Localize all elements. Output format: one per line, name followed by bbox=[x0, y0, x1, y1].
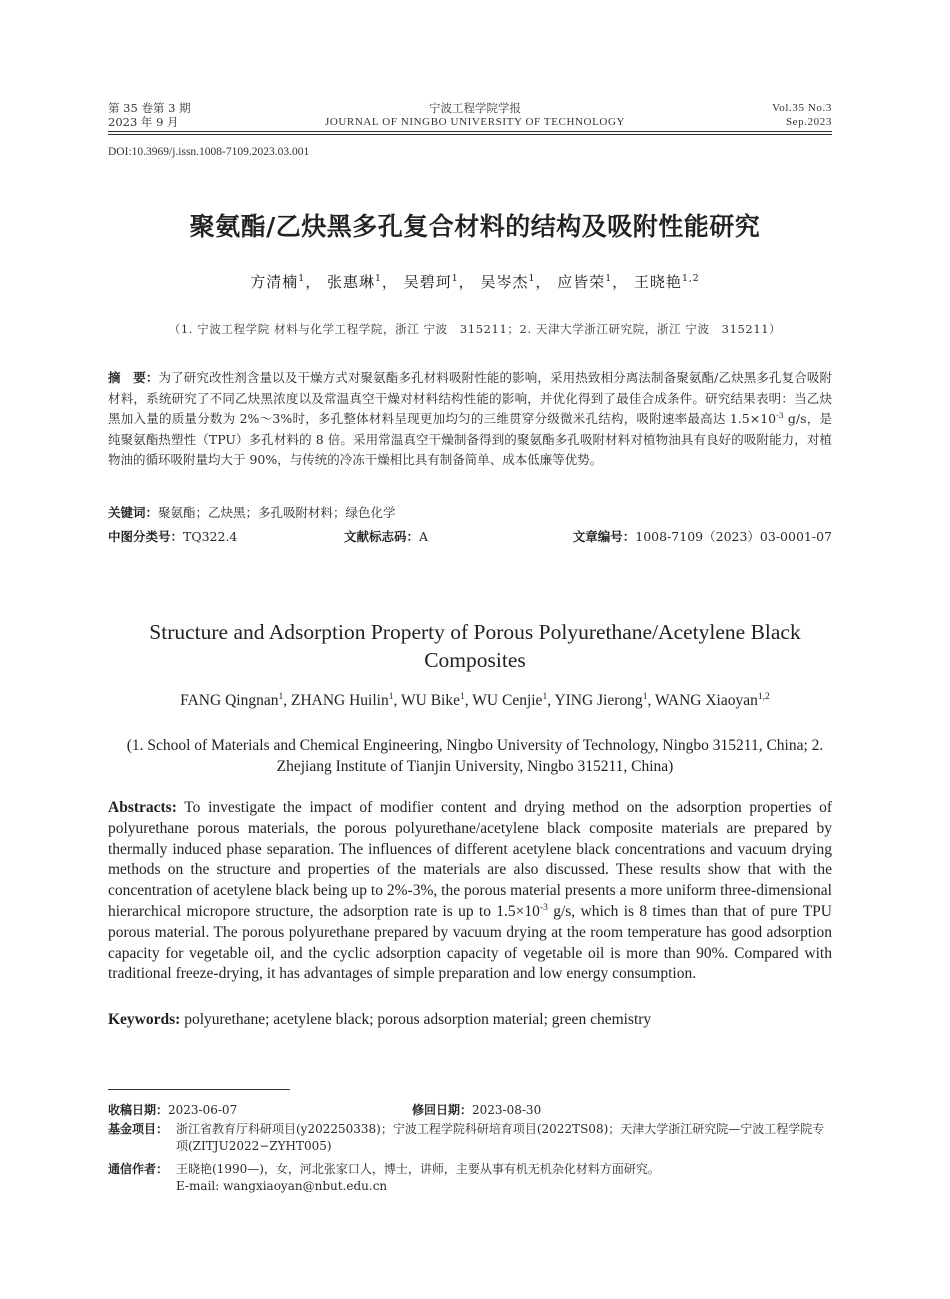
abstract-cn: 摘 要：为了研究改性剂含量以及干燥方式对聚氨酯多孔材料吸附性能的影响，采用热致相分离法制备聚氨酯/乙炔黑多孔复合吸附材料，系统研究了不同乙炔黑浓度以及常温真空干燥对材料结构性能的影响，并优化得到了最佳合成条件。研究结果表明：当乙炔黑加入量的质量分数为 2%～3%时，多孔整体材料呈现更加均匀的三维贯穿分级微米孔结构，吸附速率最高达 $1.5\times 10^{-3}$ g/s，是纯聚氨酯热塑性（TPU）多孔材料的 8 倍。采用常温真空干燥制备得到的聚氨酯多孔吸附材料对植物油具有良好的吸附能力，对植物油的循环吸附量均大于 90%，与传统的冷冻干燥相比具有制备简单、成本低廉等优势。 bbox=[108, 370, 832, 467]
date-en: Sep.2023 bbox=[785, 116, 832, 128]
article-title-cn: 聚氨酯/乙炔黑多孔复合材料的结构及吸附性能研究 bbox=[189, 212, 761, 241]
affiliation-en: (1. School of Materials and Chemical Engineering, Ningbo University of Technology, Ningbo 315211, China; 2. Zhejiang Institute of Tianjin University, Ningbo 315211, China) bbox=[126, 737, 824, 775]
author-en: ZHANG Huilin$^1$, bbox=[291, 690, 402, 709]
author-en: WU Bike$^1$, bbox=[401, 690, 473, 709]
document-code: 文献标志码：A bbox=[344, 529, 429, 544]
article-number: 文章编号：1008-7109（2023）03-0001-07 bbox=[572, 529, 832, 544]
corresponding-author-note: 通信作者： 王晓艳(1990—)，女，河北张家口人，博士，讲师，主要从事有机无机杂化材料方面研究。 E-mail: wangxiaoyan@nbut.edu.cn bbox=[108, 1161, 832, 1178]
received-date: 收稿日期：2023-06-07 bbox=[108, 1103, 238, 1117]
running-header-left bbox=[108, 101, 191, 129]
abstract-en-text: To investigate the impact of modifier content and drying method on the adsorption properties of polyurethane porous materials, the porous polyurethane/acetylene black composite materials are prepared by thermally induced phase separation. The influences of different acetylene black concentrations and vacuum drying methods on the structure and properties of the materials are also discussed. These results show that with the concentration of acetylene black being up to 2%-3%, the porous material presents a more uniform three-dimensional hierarchical micropore structure, the adsorption rate is up to 1.5×10 bbox=[108, 799, 832, 920]
clc-number: 中图分类号：TQ322.4 bbox=[108, 529, 238, 544]
author-list-cn bbox=[60, 271, 890, 292]
author-en: WU Cenjie$^1$, bbox=[472, 690, 555, 709]
journal-name-en: JOURNAL OF NINGBO UNIVERSITY OF TECHNOLOGY bbox=[324, 116, 626, 128]
abstract-en-label: Abstracts: bbox=[108, 799, 177, 816]
keywords-cn bbox=[108, 503, 396, 521]
volume-issue-cn: 第 35 卷第 3 期 bbox=[108, 101, 191, 115]
corresponding-author-text: 王晓艳(1990—)，女，河北张家口人，博士，讲师，主要从事有机无机杂化材料方面研究。 bbox=[176, 1162, 660, 1176]
volume-issue-en: Vol.35 No.3 bbox=[772, 102, 832, 114]
author-cn: 吴碧珂$^1$， bbox=[403, 273, 475, 291]
abstract-cn-label: 摘 要： bbox=[108, 370, 159, 385]
author-cn: 吴岑杰$^1$， bbox=[480, 273, 552, 291]
header-rule bbox=[108, 131, 832, 132]
keywords-cn-text: 聚氨酯；乙炔黑；多孔吸附材料；绿色化学 bbox=[158, 505, 396, 520]
keywords-cn-label: 关键词： bbox=[108, 505, 159, 520]
funding-text: 浙江省教育厅科研项目(y202250338)；宁波工程学院科研培育项目(2022TS08)；天津大学浙江研究院—宁波工程学院专项(ZITJU2022−ZYHT005) bbox=[176, 1122, 825, 1153]
running-header-right bbox=[772, 101, 832, 129]
author-cn: 方清楠$^1$， bbox=[250, 273, 322, 291]
author-en: WANG Xiaoyan$^{1,2}$ bbox=[654, 690, 770, 709]
abstract-en: Abstracts: To investigate the impact of modifier content and drying method on the adsorption properties of polyurethane porous materials, the porous polyurethane/acetylene black composite materials are prepared by thermally induced phase separation. The influences of different acetylene black concentrations and vacuum drying methods on the structure and properties of the materials are also discussed. These results show that with the concentration of acetylene black being up to 2%-3%, the porous material presents a more uniform three-dimensional hierarchical micropore structure, the adsorption rate is up to $1.5\times 10^{-3}$ g/s, which is 8 times than that of pure TPU porous material. The porous polyurethane prepared by vacuum drying at the room temperature has good adsorption capacity for vegetable oil, and the cyclic adsorption capacity of vegetable oil is more than 90%. Compared with traditional freeze-drying, it has advantages of simple preparation and low energy consumption. bbox=[108, 799, 832, 983]
corresponding-author-email[interactable]: E-mail: wangxiaoyan@nbut.edu.cn bbox=[176, 1179, 388, 1193]
revised-date: 修回日期：2023-08-30 bbox=[412, 1103, 542, 1117]
author-cn: 张惠琳$^1$， bbox=[326, 273, 398, 291]
abstract-cn-text: 为了研究改性剂含量以及干燥方式对聚氨酯多孔材料吸附性能的影响，采用热致相分离法制备聚氨酯/乙炔黑多孔复合吸附材料，系统研究了不同乙炔黑浓度以及常温真空干燥对材料结构性能的影响，并优化得到了最佳合成条件。研究结果表明：当乙炔黑加入量的质量分数为 2%～3%时，多孔整体材料呈现更加均匀的三维贯穿分级微米孔结构，吸附速率最高达 1.5×10 bbox=[108, 370, 832, 426]
keywords-en-text: polyurethane; acetylene black; porous adsorption material; green chemistry bbox=[184, 1011, 652, 1028]
affiliation-cn: （1. 宁波工程学院 材料与化学工程学院，浙江 宁波 315211；2. 天津大学浙江研究院，浙江 宁波 315211） bbox=[168, 322, 782, 336]
article-title-en: Structure and Adsorption Property of Porous Polyurethane/Acetylene Black Composites bbox=[149, 620, 801, 672]
keywords-en-label: Keywords: bbox=[108, 1011, 181, 1028]
author-en: YING Jierong$^1$, bbox=[554, 690, 655, 709]
keywords-en bbox=[108, 1011, 651, 1029]
funding-note: 基金项目： 浙江省教育厅科研项目(y202250338)；宁波工程学院科研培育项目(2022TS08)；天津大学浙江研究院—宁波工程学院专项(ZITJU2022−ZYHT005) bbox=[108, 1121, 832, 1138]
author-cn: 应皆荣$^1$， bbox=[557, 273, 629, 291]
author-cn: 王晓艳$^{1,2}$ bbox=[633, 273, 700, 291]
doi[interactable]: DOI:10.3969/j.issn.1008-7109.2023.03.001 bbox=[108, 146, 310, 158]
journal-name-cn: 宁波工程学院学报 bbox=[429, 101, 521, 115]
footnote-rule bbox=[108, 1089, 290, 1090]
author-en: FANG Qingnan$^1$, bbox=[180, 690, 291, 709]
date-cn: 2023 年 9 月 bbox=[108, 115, 179, 129]
author-list-en bbox=[60, 692, 890, 710]
header-rule-thin bbox=[108, 134, 832, 135]
running-header-center bbox=[250, 101, 700, 129]
